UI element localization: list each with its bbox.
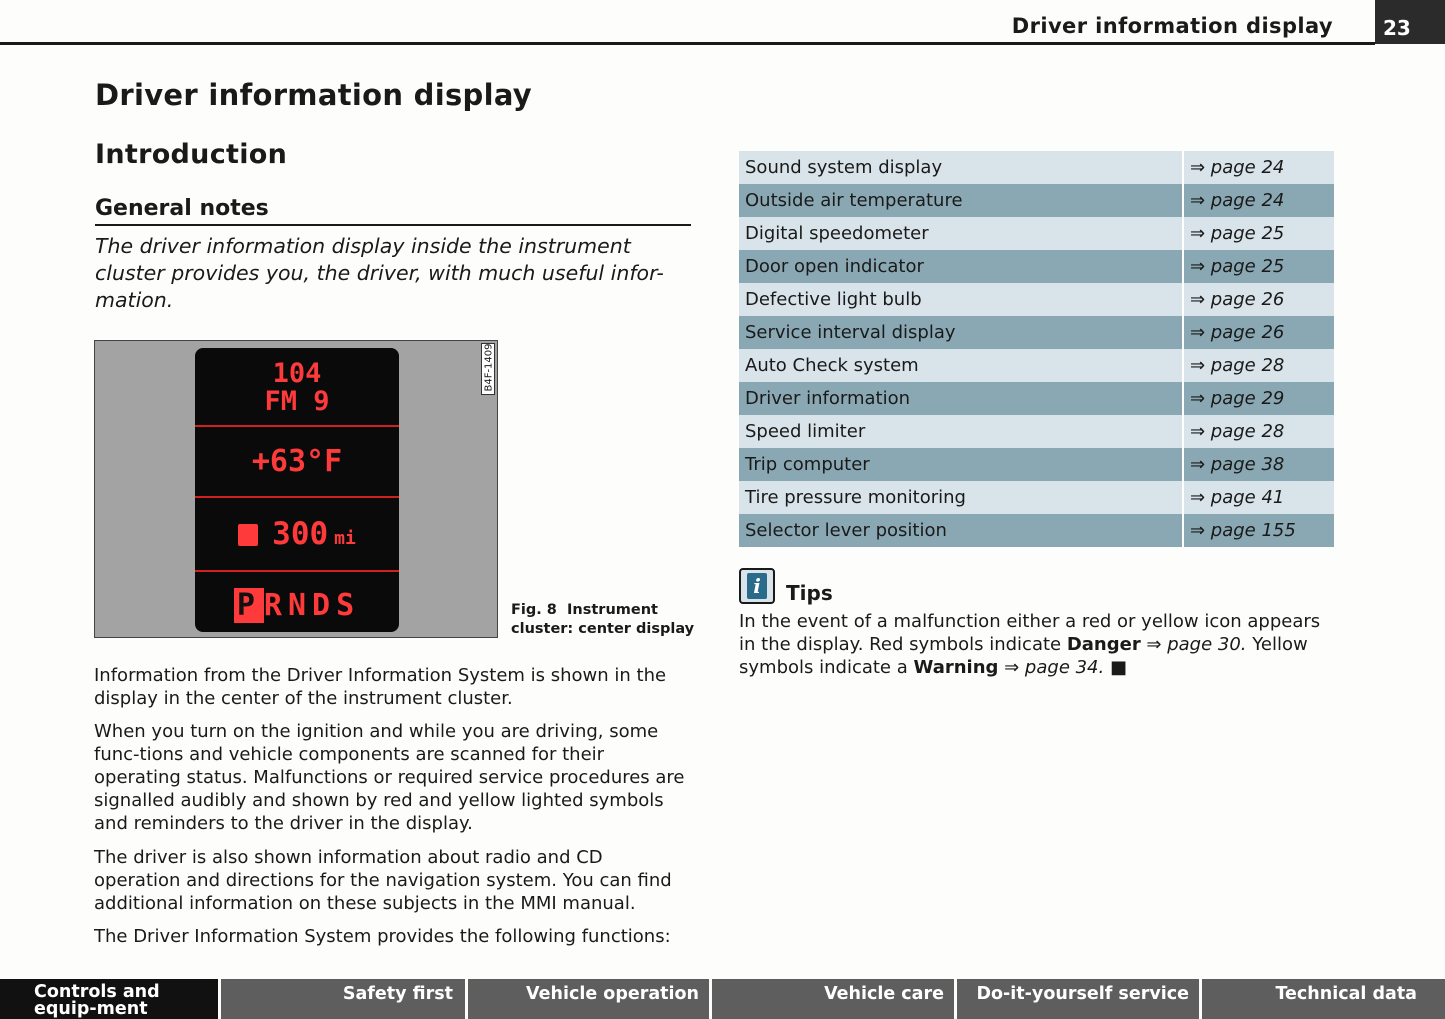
function-page-link[interactable]: ⇒ page 25 [1183,217,1334,250]
function-page-link[interactable]: ⇒ page 29 [1183,382,1334,415]
function-name: Selector lever position [739,514,1183,547]
gear-readout [195,588,399,623]
figure-code-box [481,343,495,395]
center-display [195,348,399,632]
function-name: Outside air temperature [739,184,1183,217]
warning-term: Warning [913,657,999,678]
figure-code: B4F-1409 [483,343,495,392]
tab-vehicle-operation[interactable]: Vehicle operation [468,979,712,1019]
function-page-link[interactable]: ⇒ page 25 [1183,250,1334,283]
table-row [739,349,1334,382]
radio-readout [195,360,399,416]
range-unit: mi [334,528,356,549]
tab-do-it-yourself-service[interactable]: Do-it-yourself service [957,979,1202,1019]
function-name: Defective light bulb [739,283,1183,316]
table-row [739,514,1334,547]
function-page-link[interactable]: ⇒ page 41 [1183,481,1334,514]
tab-safety-first[interactable]: Safety first [221,979,468,1019]
table-row [739,415,1334,448]
body-paragraph: The Driver Information System provides the following functions: [94,926,671,947]
tab-technical-data[interactable]: Technical data [1202,979,1445,1019]
tab-vehicle-care[interactable]: Vehicle care [712,979,957,1019]
header-rule [0,42,1375,45]
display-divider [195,496,399,498]
danger-page-link[interactable]: ⇒ page 30. [1140,634,1247,655]
function-page-link[interactable]: ⇒ page 28 [1183,349,1334,382]
danger-term: Danger [1066,634,1141,655]
body-paragraph: The driver is also shown information about radio and CD operation and directions for the navigation system. You can find additional information on these subjects in the MMI manual. [94,847,672,914]
fuel-pump-icon [238,524,258,546]
table-row [739,283,1334,316]
table-row [739,382,1334,415]
function-page-link[interactable]: ⇒ page 155 [1183,514,1334,547]
tips-text-part: Yellow symbols indicate a [739,634,1308,678]
other-gears: RNDS [263,588,361,623]
table-row [739,151,1334,184]
figure-caption [511,601,701,639]
function-name: Digital speedometer [739,217,1183,250]
subsection-heading: General notes [95,196,269,221]
tips-text [739,610,1339,679]
caption-text: Instrument cluster: center display [511,602,695,637]
tips-title: Tips [786,581,833,605]
table-row [739,481,1334,514]
function-page-link[interactable]: ⇒ page 24 [1183,184,1334,217]
function-name: Service interval display [739,316,1183,349]
chapter-tabs [0,979,1445,1019]
range-readout [195,516,399,552]
functions-table [739,151,1334,547]
table-row [739,184,1334,217]
function-name: Trip computer [739,448,1183,481]
function-name: Driver information [739,382,1183,415]
table-row [739,316,1334,349]
function-name: Tire pressure monitoring [739,481,1183,514]
page-number: 23 [1375,0,1445,44]
function-page-link[interactable]: ⇒ page 26 [1183,316,1334,349]
frequency-value: 104 [272,358,322,389]
lead-paragraph: The driver information display inside the instrument cluster provides you, the driver, with much useful infor-mation. [95,234,664,312]
display-divider [195,570,399,572]
function-name: Auto Check system [739,349,1183,382]
selected-gear: P [234,588,264,623]
running-header [0,0,1445,46]
range-value: 300 [272,516,329,552]
body-paragraph: Information from the Driver Information System is shown in the display in the center of the instrument cluster. [94,665,667,709]
page-title: Driver information display [95,78,533,112]
warning-page-link[interactable]: ⇒ page 34. [998,657,1105,678]
function-name: Speed limiter [739,415,1183,448]
section-heading: Introduction [95,139,288,170]
subsection-heading-block [95,196,691,226]
body-paragraph: When you turn on the ignition and while you are driving, some func-tions and vehicle components are scanned for their operating status. Malfunctions or required service procedures are signalled audibly and shown by red and yellow lighted symbols and reminders to the driver in the display. [94,721,685,834]
end-mark: ■ [1104,657,1127,678]
caption-label: Fig. 8 [511,602,557,618]
function-page-link[interactable]: ⇒ page 24 [1183,151,1334,184]
info-icon: i [739,568,775,604]
temperature-readout: +63°F [251,444,343,479]
tab-controls-and-equipment[interactable]: Controls and equip-ment [0,979,221,1019]
table-row [739,448,1334,481]
table-row [739,250,1334,283]
function-name: Sound system display [739,151,1183,184]
function-page-link[interactable]: ⇒ page 28 [1183,415,1334,448]
band-value: FM 9 [264,386,330,417]
tips-text-part: In the event of a malfunction either a red or yellow icon appears in the display. Red symbols indicate [739,611,1321,655]
function-page-link[interactable]: ⇒ page 26 [1183,283,1334,316]
instrument-figure [94,340,498,638]
function-name: Door open indicator [739,250,1183,283]
display-divider [195,425,399,427]
function-page-link[interactable]: ⇒ page 38 [1183,448,1334,481]
table-row [739,217,1334,250]
running-title: Driver information display [1011,14,1333,38]
